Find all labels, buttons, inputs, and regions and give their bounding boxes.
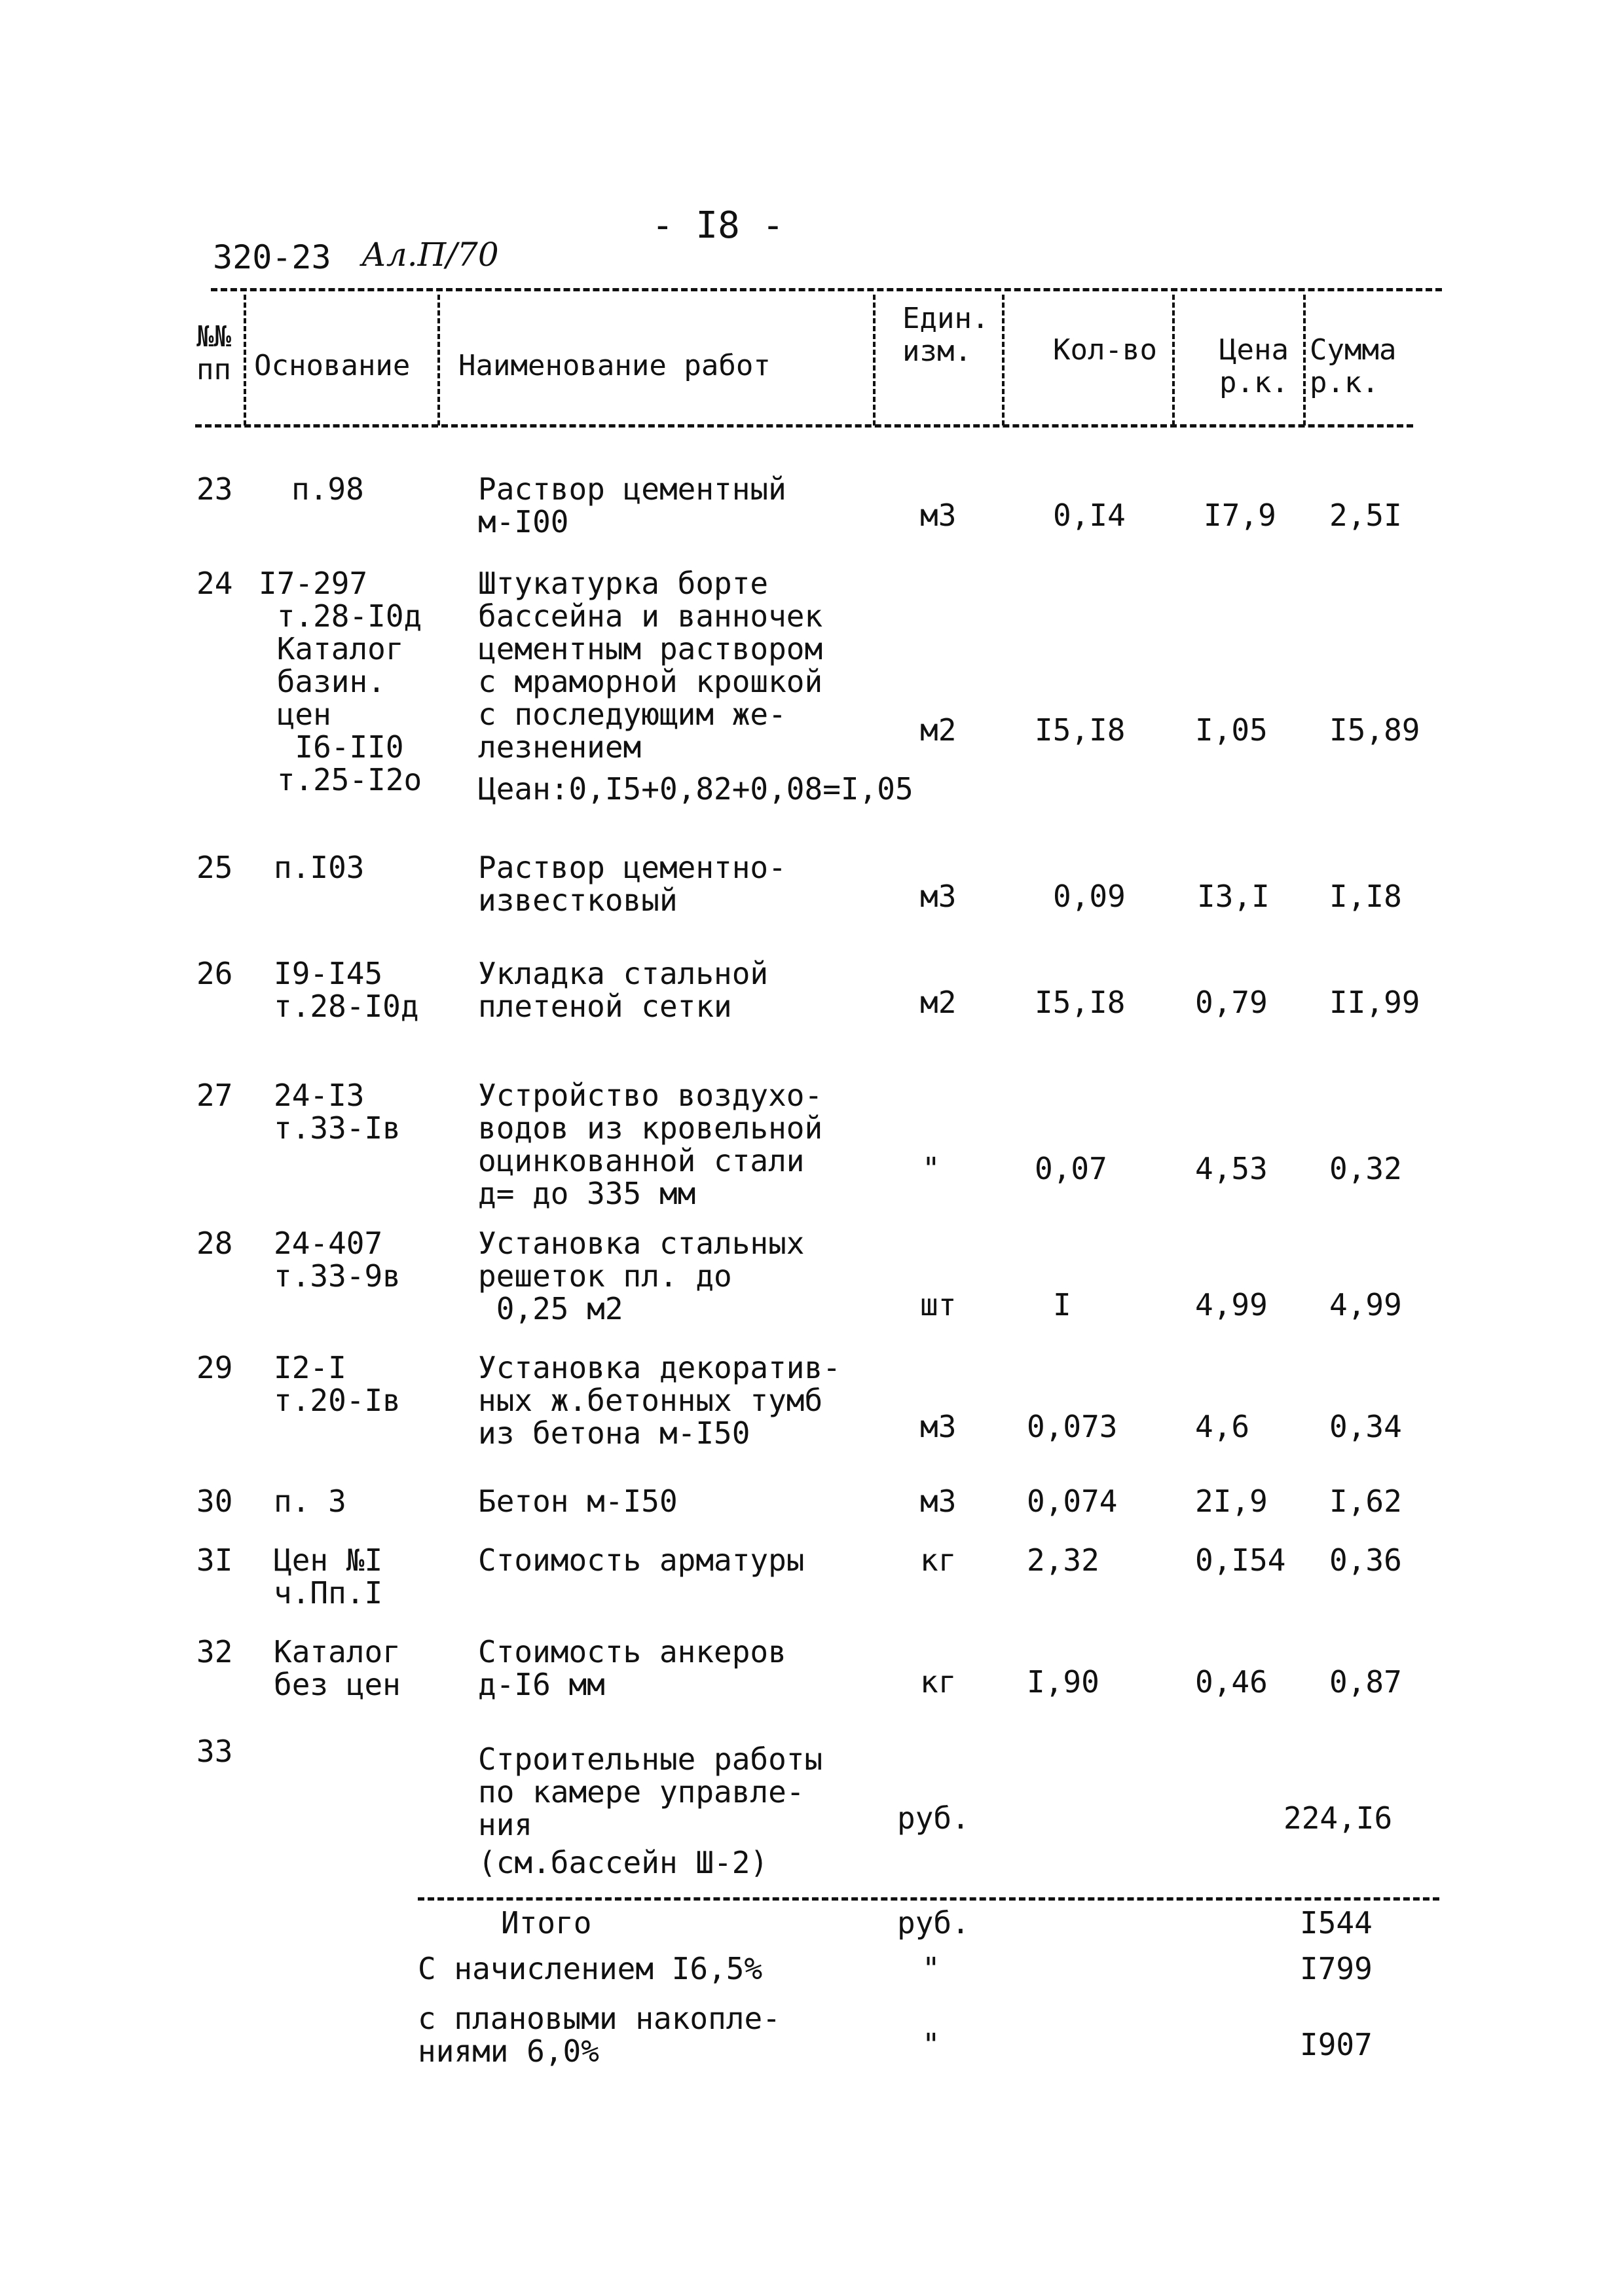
- page-number: - I8 -: [652, 204, 784, 247]
- row-name: Стоимость анкеров д-I6 мм: [478, 1634, 786, 1702]
- row-basis: п. 3: [274, 1484, 346, 1519]
- row-note: Цеан:0,I5+0,82+0,08=I,05: [478, 771, 913, 807]
- row-basis: Цен №I ч.Пп.I: [274, 1542, 383, 1611]
- row-price: I3,I: [1197, 879, 1270, 914]
- header-sum: Сумма р.к.: [1310, 333, 1397, 399]
- row-qty: 0,I4: [1053, 498, 1126, 533]
- row-num: 32: [196, 1634, 233, 1669]
- row-qty: I5,I8: [1035, 712, 1126, 748]
- row-sum: 4,99: [1329, 1287, 1402, 1322]
- row-unit: м3: [920, 879, 957, 914]
- col-divider-5: [1172, 295, 1175, 426]
- row-unit: шт: [920, 1287, 957, 1322]
- row-qty: 0,073: [1027, 1409, 1118, 1444]
- row-qty: 2,32: [1027, 1542, 1099, 1578]
- total-unit: ": [922, 1951, 940, 1986]
- row-sum: I,62: [1329, 1484, 1402, 1519]
- row-sum: 0,87: [1329, 1664, 1402, 1700]
- total-value: I799: [1300, 1951, 1373, 1986]
- row-sum: II,99: [1329, 985, 1420, 1020]
- row-price: 0,79: [1195, 985, 1268, 1020]
- row-num: 25: [196, 850, 233, 885]
- row-price: 4,6: [1195, 1409, 1250, 1444]
- row-name: Установка декоратив- ных ж.бетонных тумб из бетона м-I50: [478, 1350, 841, 1451]
- row-unit: м3: [920, 1484, 957, 1519]
- row-sum: 0,34: [1329, 1409, 1402, 1444]
- row-num: 33: [196, 1734, 233, 1769]
- row-name: Строительные работы по камере управле- ния: [478, 1741, 823, 1842]
- row-basis: п.I03: [274, 850, 365, 885]
- col-divider-1: [244, 295, 246, 426]
- row-price: I,05: [1195, 712, 1268, 748]
- row-basis: п.98: [291, 471, 364, 507]
- total-value: I907: [1300, 2027, 1373, 2062]
- row-unit: ": [922, 1151, 940, 1186]
- row-sum: 0,36: [1329, 1542, 1402, 1578]
- header-qty: Кол-во: [1053, 333, 1157, 367]
- row-unit: м2: [920, 712, 957, 748]
- row-name: Устройство воздухо- водов из кровельной оцинкованной стали д= до 335 мм: [478, 1078, 823, 1211]
- row-unit: м3: [920, 498, 957, 533]
- row-sum: 2,5I: [1329, 498, 1402, 533]
- row-basis: I2-I т.20-Iв: [274, 1350, 401, 1418]
- row-sum: I,I8: [1329, 879, 1402, 914]
- row-price: 4,53: [1195, 1151, 1268, 1186]
- row-unit: кг: [920, 1542, 957, 1578]
- row-name: Бетон м-I50: [478, 1484, 678, 1519]
- row-sum: 0,32: [1329, 1151, 1402, 1186]
- row-unit: кг: [920, 1664, 957, 1700]
- row-unit: м3: [920, 1409, 957, 1444]
- row-price: 0,46: [1195, 1664, 1268, 1700]
- row-name: Штукатурка борте бассейна и ванночек цементным раствором с мраморной крошкой с последующим же- лезнением: [478, 566, 823, 765]
- total-unit: ": [922, 2027, 940, 2062]
- document-code: 320-23: [213, 238, 331, 276]
- row-sum: I5,89: [1329, 712, 1420, 748]
- row-num: 3I: [196, 1542, 233, 1578]
- row-qty: 0,07: [1035, 1151, 1107, 1186]
- total-value: I544: [1300, 1905, 1373, 1941]
- col-divider-4: [1002, 295, 1005, 426]
- row-name: Установка стальных решеток пл. до 0,25 м2: [478, 1226, 805, 1326]
- row-num: 24: [196, 566, 233, 601]
- total-label: С начислением I6,5%: [418, 1951, 763, 1986]
- row-num: 28: [196, 1226, 233, 1261]
- row-num: 30: [196, 1484, 233, 1519]
- row-qty: 0,074: [1027, 1484, 1118, 1519]
- row-basis: I7-297 т.28-I0д Каталог базин. цен I6-II0 т.25-I2о: [259, 566, 422, 797]
- col-divider-3: [873, 295, 876, 426]
- header-price: Цена р.к.: [1219, 333, 1289, 399]
- row-basis: Каталог без цен: [274, 1634, 401, 1702]
- row-note: (см.бассейн Ш-2): [478, 1845, 769, 1880]
- row-unit: руб.: [897, 1800, 970, 1836]
- row-qty: I5,I8: [1035, 985, 1126, 1020]
- header-num: №№ пп: [196, 320, 231, 386]
- row-price: 2I,9: [1195, 1484, 1268, 1519]
- col-divider-2: [437, 295, 440, 426]
- row-num: 29: [196, 1350, 233, 1385]
- row-num: 27: [196, 1078, 233, 1113]
- row-basis: I9-I45 т.28-I0д: [274, 956, 419, 1024]
- row-num: 23: [196, 471, 233, 507]
- row-basis: 24-I3 т.33-Iв: [274, 1078, 401, 1146]
- row-name: Укладка стальной плетеной сетки: [478, 956, 769, 1024]
- row-price: 4,99: [1195, 1287, 1268, 1322]
- row-price: I7,9: [1204, 498, 1276, 533]
- header-bottom-rule: [195, 424, 1413, 428]
- row-num: 26: [196, 956, 233, 991]
- sheet-reference: Ал.П/70: [361, 236, 499, 274]
- total-unit: руб.: [897, 1905, 970, 1941]
- row-qty: I: [1053, 1287, 1071, 1322]
- header-name: Наименование работ: [458, 349, 771, 382]
- row-price: 0,I54: [1195, 1542, 1286, 1578]
- row-qty: 0,09: [1053, 879, 1126, 914]
- row-name: Раствор цементно- известковый: [478, 850, 786, 918]
- totals-rule: [418, 1897, 1439, 1901]
- col-divider-6: [1303, 295, 1306, 426]
- header-unit: Един. изм.: [902, 302, 989, 368]
- total-label: с плановыми накопле- ниями 6,0%: [418, 2001, 781, 2069]
- row-unit: м2: [920, 985, 957, 1020]
- row-basis: 24-407 т.33-9в: [274, 1226, 401, 1294]
- row-name: Стоимость арматуры: [478, 1542, 805, 1578]
- row-sum: 224,I6: [1283, 1800, 1393, 1836]
- header-top-rule: [211, 288, 1442, 291]
- row-qty: I,90: [1027, 1664, 1099, 1700]
- header-basis: Основание: [254, 349, 411, 382]
- row-name: Раствор цементный м-I00: [478, 471, 786, 539]
- total-label: Итого: [501, 1905, 592, 1941]
